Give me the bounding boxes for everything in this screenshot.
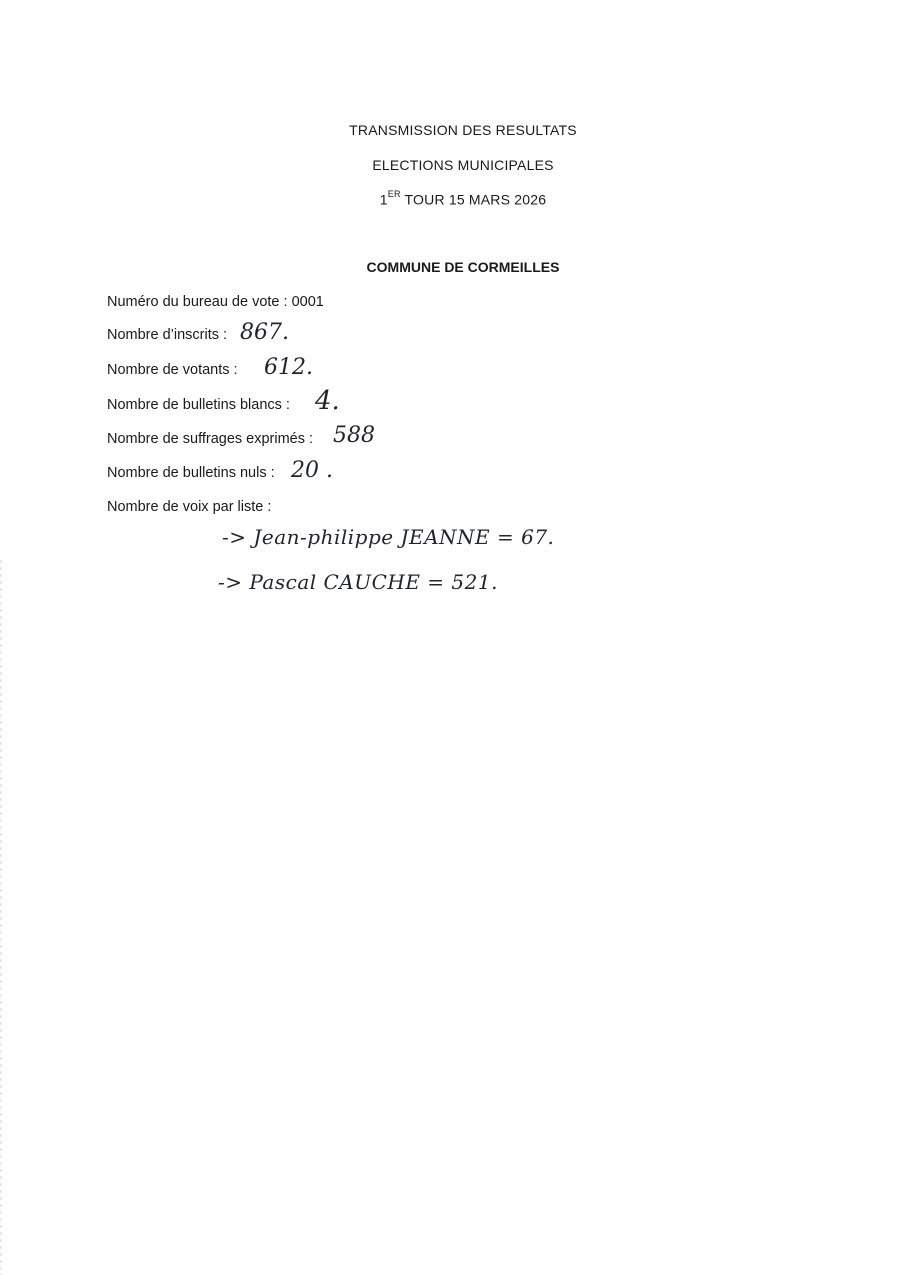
election-round (13, 191, 900, 208)
round-number: 1 (379, 191, 388, 208)
election-type: ELECTIONS MUNICIPALES (372, 157, 554, 173)
document-title: TRANSMISSION DES RESULTATS (349, 122, 577, 138)
round-date: TOUR 15 MARS 2026 (400, 191, 547, 208)
round-suffix: ER (387, 189, 401, 199)
commune-name: COMMUNE DE CORMEILLES (366, 259, 560, 275)
scan-edge-artifact (0, 560, 2, 1275)
nuls-label: Nombre de bulletins nuls : (107, 465, 275, 481)
exprimes-handwritten-value: 588 (333, 423, 375, 448)
votants-handwritten-value: 612. (264, 355, 313, 380)
inscrits-label: Nombre d’inscrits : (107, 327, 228, 343)
voix-par-liste-label: Nombre de voix par liste : (107, 499, 272, 515)
list-entry: -> Jean-philippe JEANNE = 67. (222, 525, 555, 549)
bureau-number: Numéro du bureau de vote : 0001 (107, 294, 324, 310)
blancs-handwritten-value: 4. (315, 386, 340, 416)
nuls-handwritten-value: 20 . (291, 458, 333, 483)
list-entry: -> Pascal CAUCHE = 521. (218, 570, 498, 594)
inscrits-handwritten-value: 867. (240, 320, 289, 345)
exprimes-label: Nombre de suffrages exprimés : (107, 431, 314, 447)
blancs-label: Nombre de bulletins blancs : (107, 397, 290, 413)
votants-label: Nombre de votants : (107, 362, 238, 378)
